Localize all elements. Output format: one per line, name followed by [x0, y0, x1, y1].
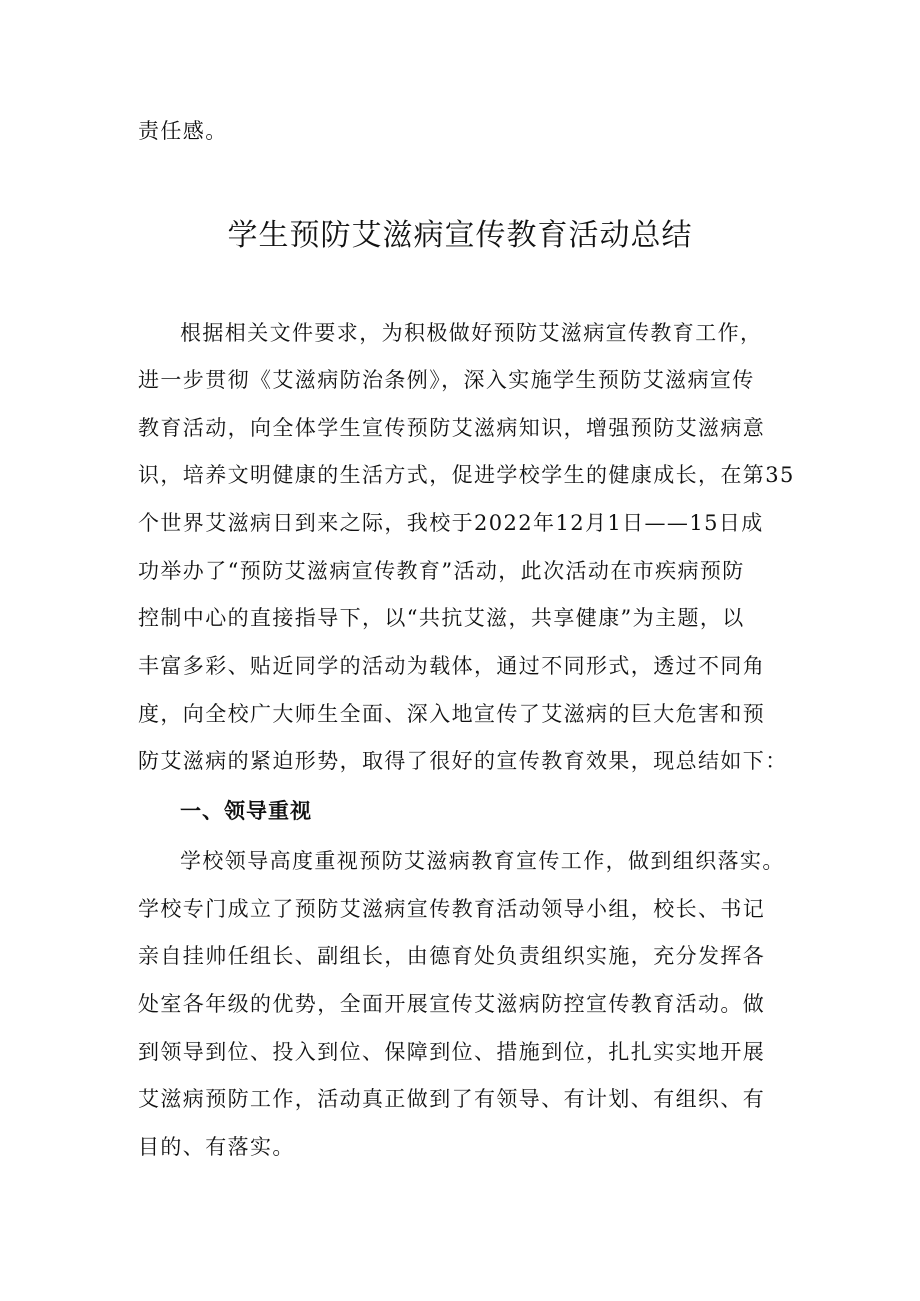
intro-line-4: 识，培养文明健康的生活方式，促进学校学生的健康成长，在第35 — [138, 463, 795, 487]
section1-line-4: 处室各年级的优势，全面开展宣传艾滋病防控宣传教育活动。做 — [138, 992, 766, 1016]
intro-line-2: 进一步贯彻《艾滋病防治条例》，深入实施学生预防艾滋病宣传 — [138, 368, 755, 392]
intro-line-8: 丰富多彩、贴近同学的活动为载体，通过不同形式，透过不同角 — [138, 654, 766, 678]
section1-line-6: 艾滋病预防工作，活动真正做到了有领导、有计划、有组织、有 — [138, 1087, 766, 1111]
section1-line-5: 到领导到位、投入到位、保障到位、措施到位，扎扎实实地开展 — [138, 1040, 766, 1064]
intro-line-5: 个世界艾滋病日到来之际，我校于2022年12月1日——15日成 — [138, 511, 764, 535]
previous-page-fragment: 责任感。 — [138, 119, 228, 143]
section1-line-1: 学校领导高度重视预防艾滋病教育宣传工作，做到组织落实。 — [180, 849, 785, 873]
intro-line-3: 教育活动，向全体学生宣传预防艾滋病知识，增强预防艾滋病意 — [138, 416, 766, 440]
section-heading-leadership: 一、领导重视 — [180, 799, 312, 823]
section1-line-3: 亲自挂帅任组长、副组长，由德育处负责组织实施，充分发挥各 — [138, 944, 766, 968]
intro-line-6: 功举办了“预防艾滋病宣传教育”活动，此次活动在市疾病预防 — [138, 559, 745, 583]
section1-line-2: 学校专门成立了预防艾滋病宣传教育活动领导小组，校长、书记 — [138, 897, 766, 921]
intro-line-10: 防艾滋病的紧迫形势，取得了很好的宣传教育效果，现总结如下： — [138, 749, 788, 773]
intro-line-1: 根据相关文件要求，为积极做好预防艾滋病宣传教育工作， — [180, 321, 763, 345]
intro-line-9: 度，向全校广大师生全面、深入地宣传了艾滋病的巨大危害和预 — [138, 702, 766, 726]
section1-line-7: 目的、有落实。 — [138, 1135, 295, 1159]
intro-line-7: 控制中心的直接指导下，以“共抗艾滋，共享健康”为主题，以 — [138, 606, 745, 630]
document-title: 学生预防艾滋病宣传教育活动总结 — [227, 218, 693, 253]
